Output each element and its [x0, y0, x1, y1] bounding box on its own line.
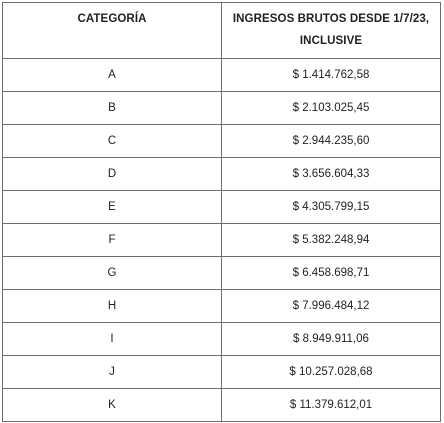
- table-row: [3, 125, 441, 158]
- cell-category: B: [3, 92, 222, 125]
- table-row: [3, 59, 441, 92]
- cell-category: D: [3, 158, 222, 191]
- cell-income: $ 8.949.911,06: [222, 323, 441, 356]
- table-row: [3, 389, 441, 422]
- cell-category: A: [3, 59, 222, 92]
- cell-income: $ 6.458.698,71: [222, 257, 441, 290]
- cell-category: F: [3, 224, 222, 257]
- cell-income: $ 2.944.235,60: [222, 125, 441, 158]
- header-income: INGRESOS BRUTOS DESDE 1/7/23, INCLUSIVE: [222, 3, 441, 59]
- income-category-table: [2, 2, 441, 422]
- table-header-row: [3, 3, 441, 59]
- table-row: [3, 356, 441, 389]
- cell-income: $ 4.305.799,15: [222, 191, 441, 224]
- table-row: [3, 323, 441, 356]
- cell-income: $ 2.103.025,45: [222, 92, 441, 125]
- cell-income: $ 7.996.484,12: [222, 290, 441, 323]
- table-row: [3, 158, 441, 191]
- table-row: [3, 191, 441, 224]
- cell-income: $ 11.379.612,01: [222, 389, 441, 422]
- header-category: CATEGORÍA: [3, 3, 222, 59]
- cell-category: J: [3, 356, 222, 389]
- cell-category: I: [3, 323, 222, 356]
- cell-category: G: [3, 257, 222, 290]
- cell-category: H: [3, 290, 222, 323]
- cell-category: E: [3, 191, 222, 224]
- table-row: [3, 92, 441, 125]
- cell-income: $ 5.382.248,94: [222, 224, 441, 257]
- cell-income: $ 10.257.028,68: [222, 356, 441, 389]
- table-body: [3, 59, 441, 422]
- table-row: [3, 224, 441, 257]
- cell-income: $ 3.656.604,33: [222, 158, 441, 191]
- table-row: [3, 257, 441, 290]
- cell-category: K: [3, 389, 222, 422]
- cell-income: $ 1.414.762,58: [222, 59, 441, 92]
- cell-category: C: [3, 125, 222, 158]
- table-row: [3, 290, 441, 323]
